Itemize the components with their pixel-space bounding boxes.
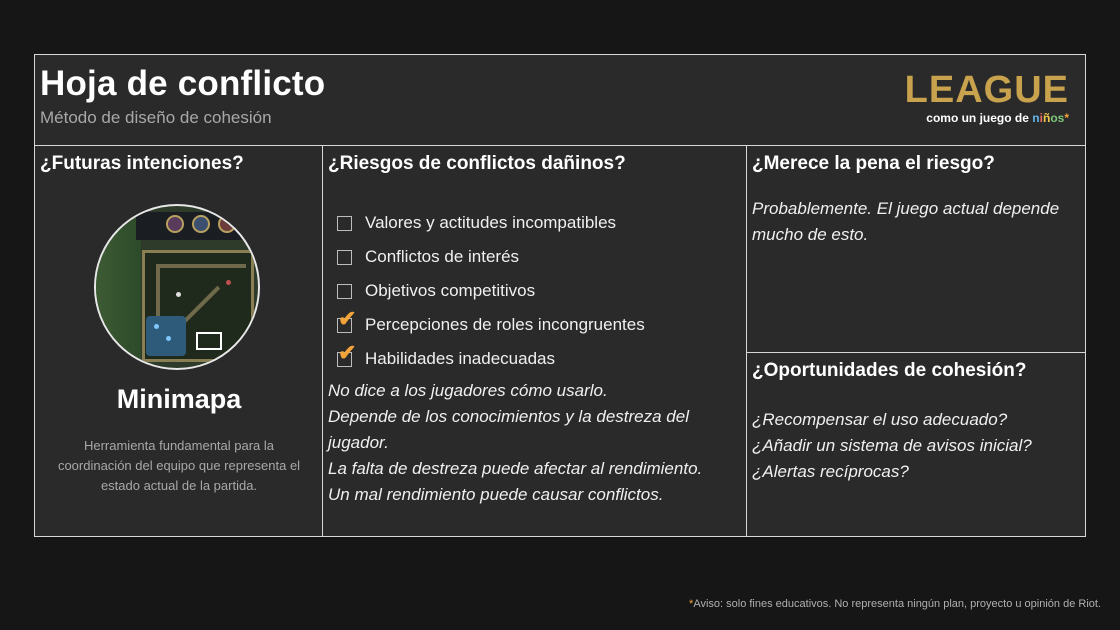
- risk-item[interactable]: [337, 274, 645, 308]
- risk-item[interactable]: [337, 305, 645, 342]
- risk-note: Un mal rendimiento puede causar conflictos.: [328, 485, 664, 504]
- disclaimer-footer: [689, 598, 1101, 610]
- risk-label: Valores y actitudes incompatibles: [365, 213, 617, 232]
- sheet-header: [35, 55, 1085, 146]
- risk-note: La falta de destreza puede afectar al rendimiento.: [328, 459, 703, 478]
- logo-tagline-prefix: como un juego de: [926, 111, 1033, 125]
- page-title: Hoja de conflicto: [40, 64, 326, 103]
- risk-item[interactable]: [337, 339, 645, 376]
- page-subtitle: Método de diseño de cohesión: [40, 108, 272, 127]
- league-logo: [905, 71, 1069, 125]
- risk-checkbox[interactable]: [337, 250, 352, 265]
- minimap-marker: [166, 336, 171, 341]
- opportunity-item: ¿Recompensar el uso adecuado?: [752, 410, 1008, 429]
- opportunity-item: ¿Añadir un sistema de avisos inicial?: [752, 436, 1032, 455]
- risk-note: No dice a los jugadores cómo usarlo.: [328, 381, 608, 400]
- disclaimer-asterisk: *: [689, 598, 694, 610]
- worth-risk-section: [747, 146, 1085, 353]
- minimap-terrain: [96, 206, 141, 370]
- champion-portrait-icon: [166, 215, 184, 233]
- risk-label: Conflictos de interés: [365, 247, 520, 266]
- future-intentions-column: [35, 146, 323, 536]
- risk-checkbox[interactable]: [337, 339, 357, 367]
- minimap-description: Herramienta fundamental para la coordinación del equipo que representa el estado actual de la partida.: [57, 438, 301, 493]
- risk-checklist: [337, 206, 645, 376]
- champion-portrait-icon: [218, 215, 236, 233]
- cohesion-opportunities-heading: ¿Oportunidades de cohesión?: [752, 360, 1027, 381]
- minimap-image: [94, 204, 260, 370]
- logo-asterisk: *: [1064, 111, 1069, 125]
- conflict-sheet: [34, 54, 1086, 537]
- logo-letter: n: [1032, 111, 1040, 125]
- logo-tagline: [905, 111, 1069, 125]
- minimap-marker: [176, 292, 181, 297]
- minimap-title: Minimapa: [116, 384, 242, 414]
- logo-word: LEAGUE: [904, 69, 1069, 111]
- minimap-marker: [154, 324, 159, 329]
- check-icon: ✔: [338, 339, 357, 365]
- right-column: [747, 146, 1085, 536]
- champion-portrait-icon: [192, 215, 210, 233]
- risk-checkbox[interactable]: [337, 284, 352, 299]
- opportunity-item: ¿Alertas recíprocas?: [752, 462, 909, 481]
- risk-label: Objetivos competitivos: [365, 281, 536, 300]
- logo-letter: i: [1039, 111, 1043, 125]
- minimap-marker: [226, 280, 231, 285]
- risk-item[interactable]: [337, 240, 645, 274]
- disclaimer-text: Aviso: solo fines educativos. No representa ningún plan, proyecto u opinión de Riot.: [693, 598, 1101, 610]
- future-intentions-heading: ¿Futuras intenciones?: [40, 153, 244, 174]
- worth-risk-answer: Probablemente. El juego actual depende mucho de esto.: [752, 199, 1060, 244]
- worth-risk-heading: ¿Merece la pena el riesgo?: [752, 153, 995, 174]
- risk-label: Percepciones de roles incongruentes: [365, 315, 645, 334]
- logo-letter: ñ: [1042, 111, 1051, 125]
- risk-label: Habilidades inadecuadas: [365, 349, 555, 368]
- risk-checkbox[interactable]: [337, 216, 352, 231]
- risk-notes: [328, 378, 743, 508]
- minimap-lane: [156, 264, 246, 268]
- minimap-camera-box: [196, 332, 222, 350]
- logo-letter: os: [1050, 111, 1065, 125]
- cohesion-opportunities-list: [752, 407, 1082, 485]
- risks-heading: ¿Riesgos de conflictos dañinos?: [328, 153, 626, 174]
- risk-item[interactable]: [337, 206, 645, 240]
- risks-column: [323, 146, 747, 536]
- check-icon: ✔: [338, 305, 357, 331]
- risk-note: Depende de los conocimientos y la destreza del jugador.: [328, 407, 689, 452]
- risk-checkbox[interactable]: [337, 305, 357, 333]
